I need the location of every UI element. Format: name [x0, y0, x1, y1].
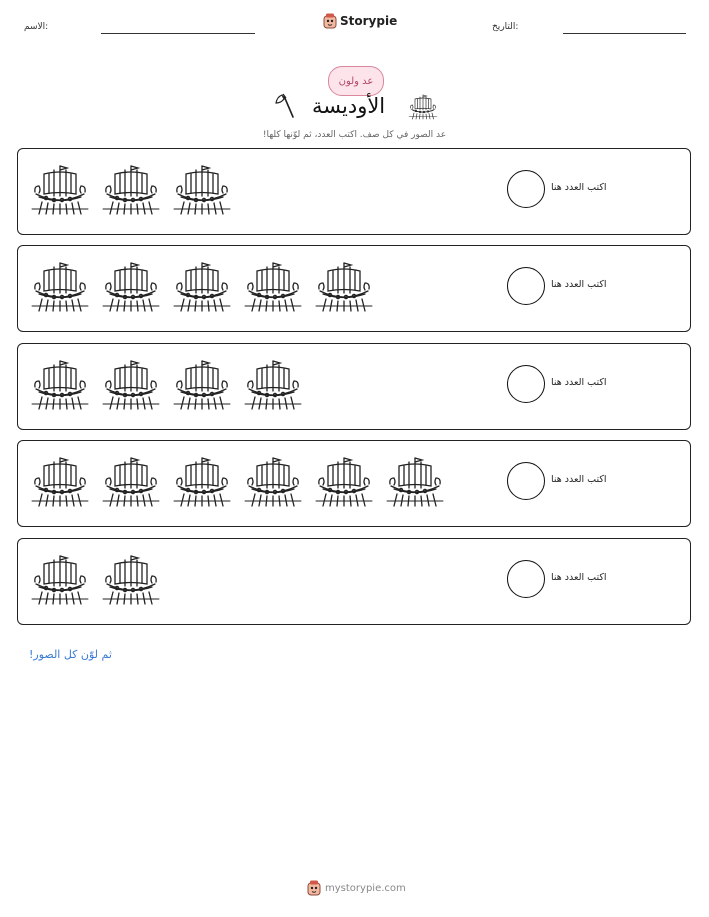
- instructions: عد الصور في كل صف. اكتب العدد، ثم لوّنها كلها!: [262, 130, 447, 140]
- answer-label: اكتب العدد هنا: [551, 182, 607, 193]
- viking-ship-icon[interactable]: [172, 257, 232, 317]
- counting-row: [17, 440, 691, 527]
- answer-circle[interactable]: [507, 560, 545, 598]
- answer-label: اكتب العدد هنا: [551, 377, 607, 388]
- viking-ship-icon[interactable]: [101, 160, 161, 220]
- viking-ship-icon[interactable]: [101, 452, 161, 512]
- viking-ship-icon[interactable]: [30, 160, 90, 220]
- viking-ship-icon[interactable]: [30, 355, 90, 415]
- viking-ship-icon[interactable]: [243, 257, 303, 317]
- answer-circle[interactable]: [507, 267, 545, 305]
- footer-note: ثم لوّن كل الصور!: [29, 648, 112, 661]
- viking-ship-icon[interactable]: [314, 452, 374, 512]
- viking-ship-icon[interactable]: [385, 452, 445, 512]
- viking-ship-icon[interactable]: [172, 160, 232, 220]
- viking-ship-icon[interactable]: [101, 257, 161, 317]
- counting-row: [17, 245, 691, 332]
- axe-icon: [273, 91, 297, 119]
- answer-circle[interactable]: [507, 170, 545, 208]
- date-label: التاريخ:: [492, 22, 519, 32]
- viking-ship-icon[interactable]: [30, 257, 90, 317]
- viking-ship-icon[interactable]: [243, 355, 303, 415]
- viking-ship-icon[interactable]: [30, 452, 90, 512]
- brand-name: Storypie: [340, 14, 398, 28]
- counting-row: [17, 343, 691, 430]
- viking-ship-icon[interactable]: [172, 452, 232, 512]
- answer-label: اكتب العدد هنا: [551, 572, 607, 583]
- viking-ship-icon[interactable]: [243, 452, 303, 512]
- date-line[interactable]: [563, 33, 686, 34]
- activity-badge: عد ولون: [328, 66, 384, 96]
- footer-brand: mystorypie.com: [325, 882, 406, 894]
- page-title: الأوديسة: [312, 94, 386, 118]
- answer-label: اكتب العدد هنا: [551, 474, 607, 485]
- viking-ship-icon[interactable]: [172, 355, 232, 415]
- name-label: الاسم:: [24, 22, 49, 32]
- answer-label: اكتب العدد هنا: [551, 279, 607, 290]
- viking-ship-icon[interactable]: [101, 550, 161, 610]
- viking-ship-icon[interactable]: [314, 257, 374, 317]
- viking-ship-icon[interactable]: [101, 355, 161, 415]
- storypie-logo: [323, 13, 397, 29]
- title-ship-icon: [406, 92, 440, 122]
- footer: [307, 880, 406, 896]
- answer-circle[interactable]: [507, 462, 545, 500]
- counting-row: [17, 148, 691, 235]
- storypie-mascot-icon: [323, 13, 337, 29]
- counting-row: [17, 538, 691, 625]
- answer-circle[interactable]: [507, 365, 545, 403]
- name-line[interactable]: [101, 33, 255, 34]
- storypie-mascot-icon: [307, 880, 321, 896]
- viking-ship-icon[interactable]: [30, 550, 90, 610]
